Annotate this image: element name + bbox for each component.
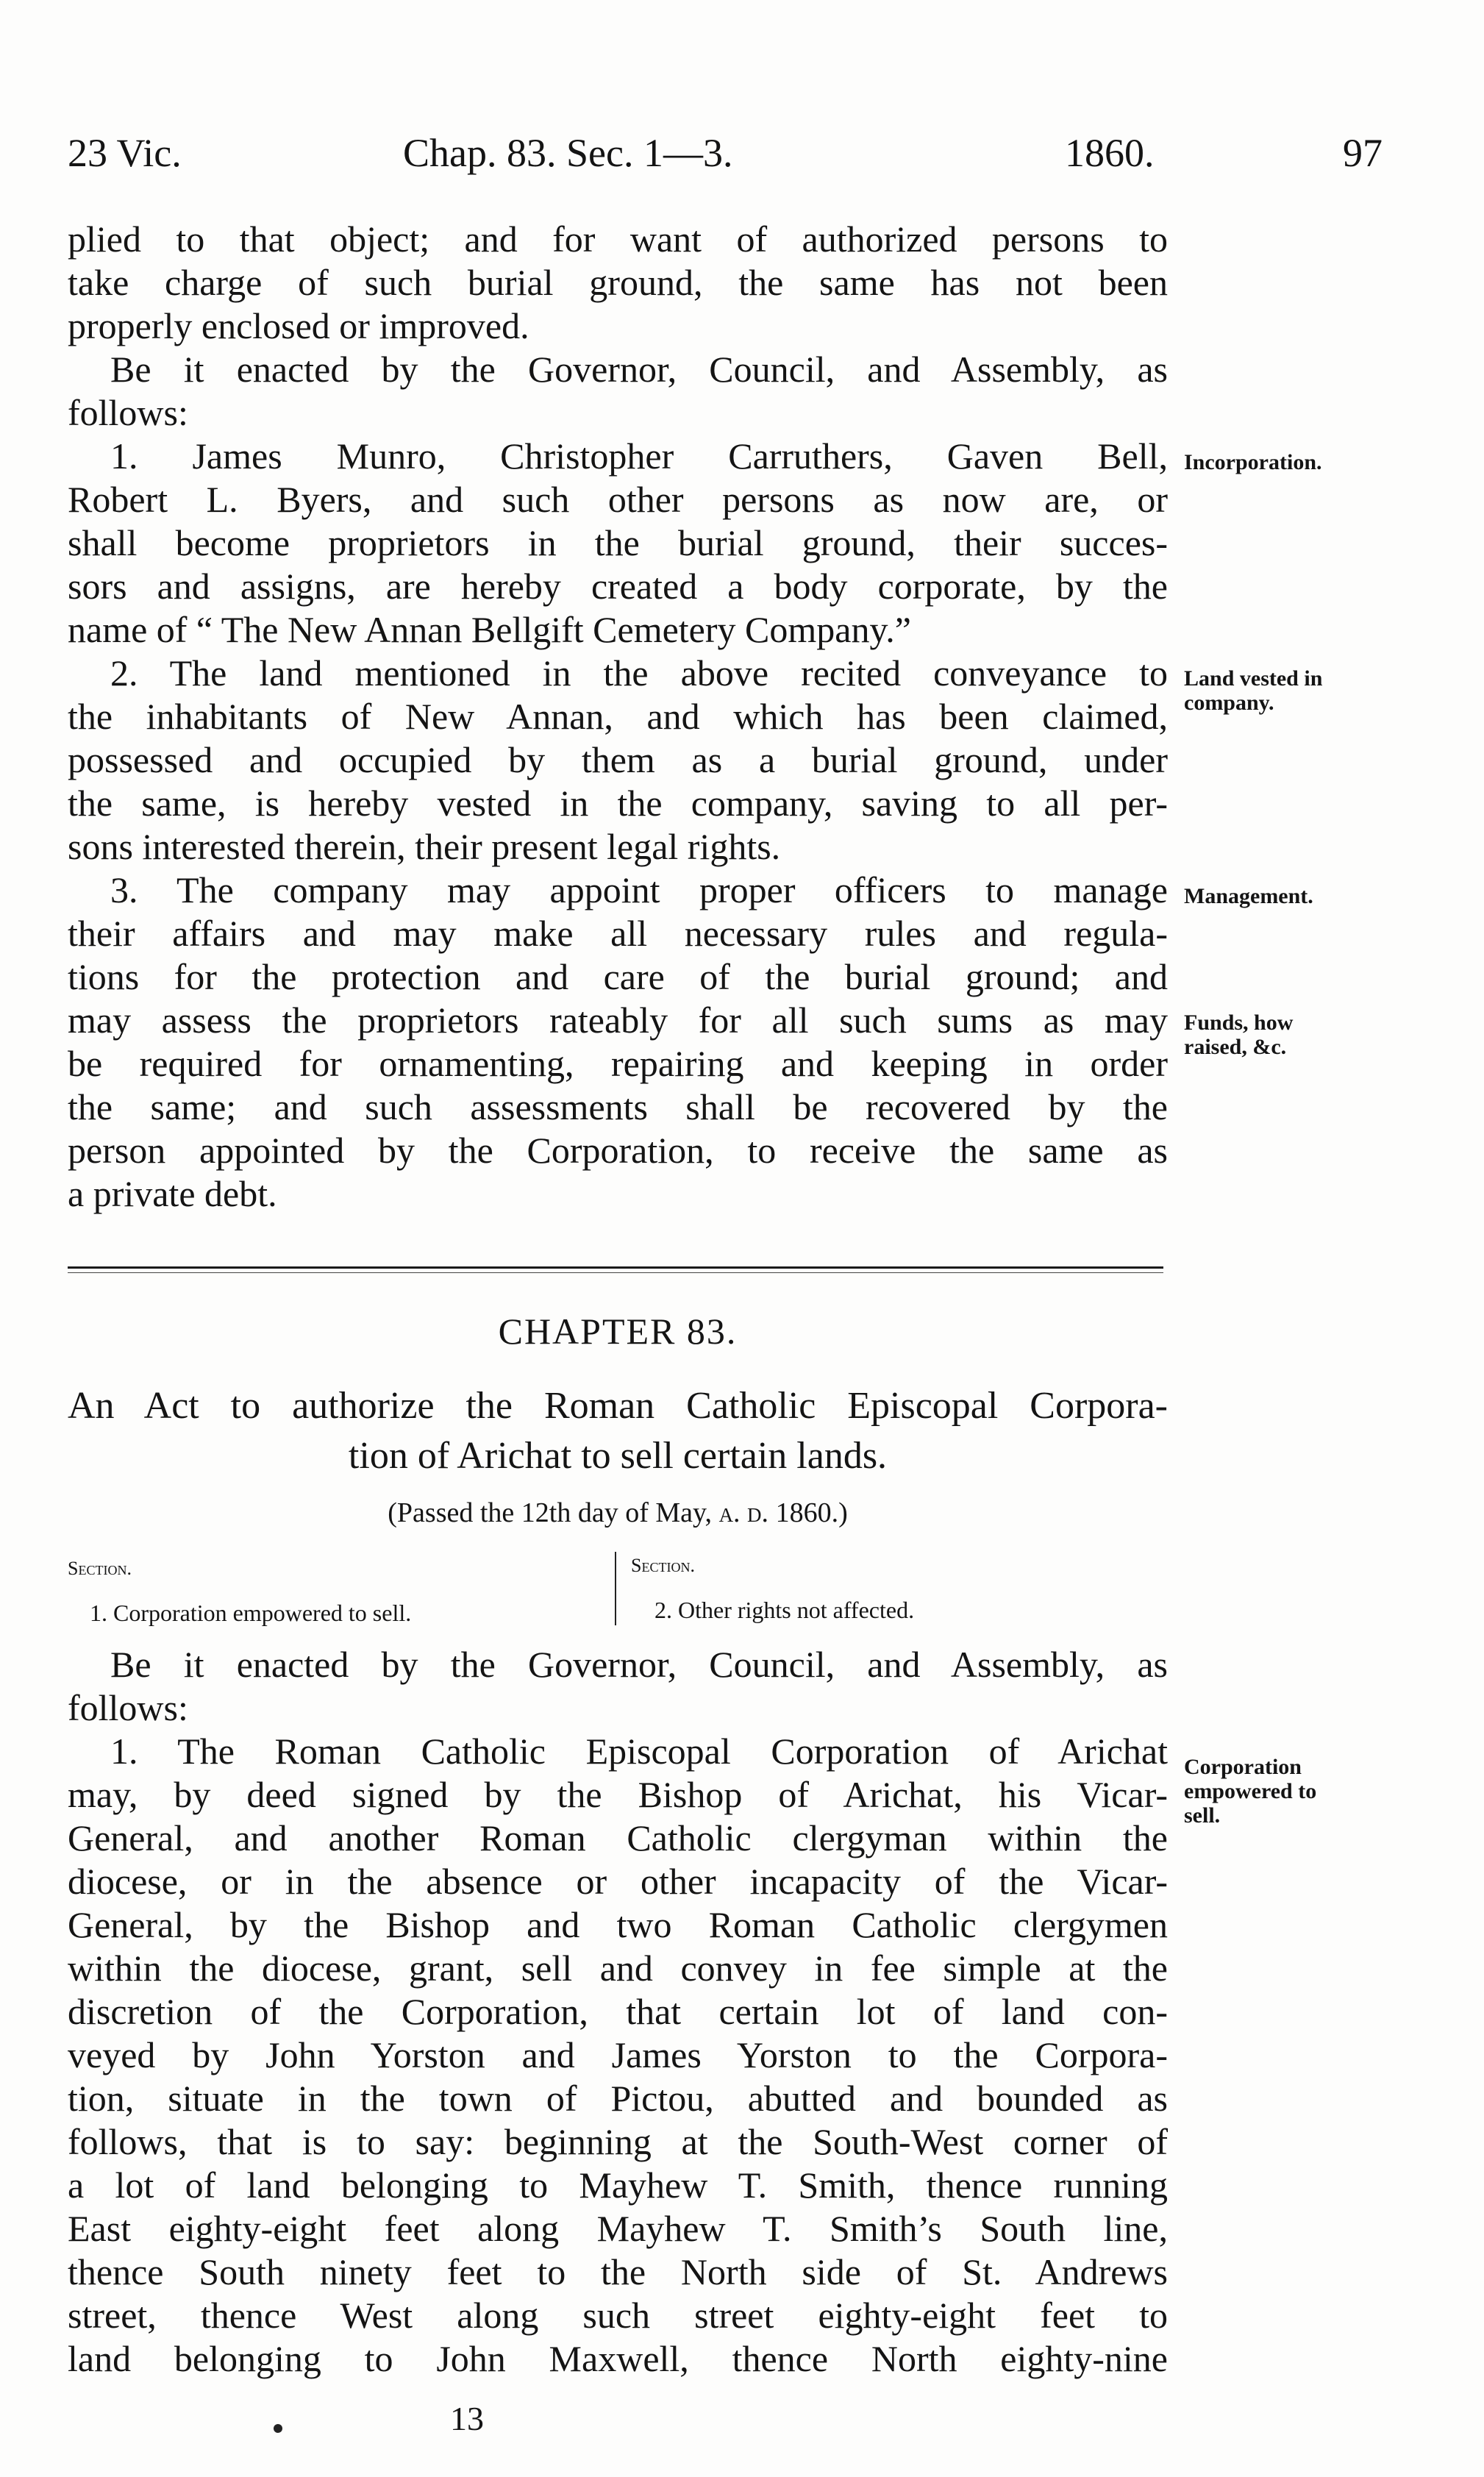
text-line: the same, is hereby vested in the company, saving to all per-: [68, 783, 1168, 824]
header-year: 1860.: [1065, 131, 1155, 175]
section-synopsis-item-1: 1. Corporation empowered to sell.: [90, 1600, 412, 1626]
text-line: General, by the Bishop and two Roman Catholic clergymen: [68, 1904, 1168, 1945]
chapter-separator-rule-thin: [68, 1272, 1163, 1273]
text-line: 1. James Munro, Christopher Carruthers, Gaven Bell,: [110, 435, 1168, 477]
text-line: take charge of such burial ground, the same has not been: [68, 262, 1168, 303]
text-line: within the diocese, grant, sell and convey in fee simple at the: [68, 1947, 1168, 1989]
text-line: discretion of the Corporation, that certain lot of land con-: [68, 1991, 1168, 2032]
text-line: tion, situate in the town of Pictou, abutted and bounded as: [68, 2078, 1168, 2119]
margin-note-management: Management.: [1184, 884, 1313, 908]
text-line: the inhabitants of New Annan, and which has been claimed,: [68, 696, 1168, 737]
passed-era: a. d.: [718, 1497, 769, 1528]
act-title-line-1: An Act to authorize the Roman Catholic Episcopal Corpora-: [68, 1385, 1168, 1427]
text-line: 1. The Roman Catholic Episcopal Corporation of Arichat: [110, 1731, 1168, 1772]
text-line: be required for ornamenting, repairing and keeping in order: [68, 1043, 1168, 1084]
act-title-line-2: tion of Arichat to sell certain lands.: [348, 1435, 888, 1477]
section-column-divider: [615, 1552, 616, 1625]
text-line: a private debt.: [68, 1173, 277, 1214]
text-line: land belonging to John Maxwell, thence North eighty-nine: [68, 2338, 1168, 2379]
text-line: sons interested therein, their present legal rights.: [68, 826, 781, 867]
text-line: diocese, or in the absence or other incapacity of the Vicar-: [68, 1861, 1168, 1902]
passed-prefix: (Passed the 12th day of May,: [388, 1497, 713, 1528]
header-volume: 23 Vic.: [68, 131, 182, 175]
chapter-separator-rule: [68, 1266, 1163, 1269]
text-line: follows, that is to say: beginning at the South-West corner of: [68, 2121, 1168, 2162]
text-line: sors and assigns, are hereby created a body corporate, by the: [68, 566, 1168, 607]
text-line: thence South ninety feet to the North side of St. Andrews: [68, 2251, 1168, 2292]
passed-suffix: 1860.): [775, 1497, 848, 1528]
text-line: follows:: [68, 1687, 188, 1728]
section-label-right: Section.: [631, 1555, 695, 1576]
margin-note-corporation-empowered: Corporation empowered to sell.: [1184, 1755, 1317, 1828]
text-line: possessed and occupied by them as a burial ground, under: [68, 739, 1168, 780]
text-line: veyed by John Yorston and James Yorston to the Corpora-: [68, 2034, 1168, 2075]
text-line: shall become proprietors in the burial ground, their succes-: [68, 522, 1168, 563]
text-line: properly enclosed or improved.: [68, 305, 529, 346]
text-line: name of “ The New Annan Bellgift Cemetery Company.”: [68, 609, 911, 650]
header-page-number: 97: [1343, 131, 1383, 175]
header-chapter-section: Chap. 83. Sec. 1—3.: [403, 131, 733, 175]
text-line: tions for the protection and care of the burial ground; and: [68, 956, 1168, 997]
preceding-paragraph: [68, 218, 1168, 1216]
text-line: may assess the proprietors rateably for all such sums as may: [68, 999, 1168, 1041]
text-line: Be it enacted by the Governor, Council, and Assembly, as: [110, 349, 1168, 390]
signature-dot: [274, 2424, 282, 2433]
margin-note-funds: Funds, how raised, &c.: [1184, 1011, 1294, 1059]
margin-note-land-vested: Land vested in company.: [1184, 666, 1323, 715]
signature-mark: 13: [450, 2400, 484, 2437]
chapter-title: CHAPTER 83.: [498, 1311, 738, 1352]
text-line: may, by deed signed by the Bishop of Arichat, his Vicar-: [68, 1774, 1168, 1815]
text-line: their affairs and may make all necessary rules and regula-: [68, 913, 1168, 954]
text-line: the same; and such assessments shall be recovered by the: [68, 1086, 1168, 1127]
text-line: person appointed by the Corporation, to receive the same as: [68, 1130, 1168, 1171]
margin-note-incorporation: Incorporation.: [1184, 450, 1322, 474]
section-label-left: Section.: [68, 1558, 132, 1579]
text-line: 2. The land mentioned in the above recited conveyance to: [110, 652, 1168, 694]
text-line: 3. The company may appoint proper officers to manage: [110, 869, 1168, 910]
passed-date: [68, 1496, 1168, 1530]
section-synopsis-item-2: 2. Other rights not affected.: [654, 1597, 915, 1623]
text-line: General, and another Roman Catholic clergyman within the: [68, 1817, 1168, 1858]
text-line: street, thence West along such street eighty-eight feet to: [68, 2295, 1168, 2336]
text-line: Robert L. Byers, and such other persons as now are, or: [68, 479, 1168, 520]
text-line: East eighty-eight feet along Mayhew T. Smith’s South line,: [68, 2208, 1168, 2249]
act-body: [68, 1643, 1168, 2381]
text-line: Be it enacted by the Governor, Council, and Assembly, as: [110, 1644, 1168, 1685]
text-line: plied to that object; and for want of authorized persons to: [68, 218, 1168, 260]
text-line: a lot of land belonging to Mayhew T. Smith, thence running: [68, 2164, 1168, 2206]
text-line: follows:: [68, 392, 188, 433]
